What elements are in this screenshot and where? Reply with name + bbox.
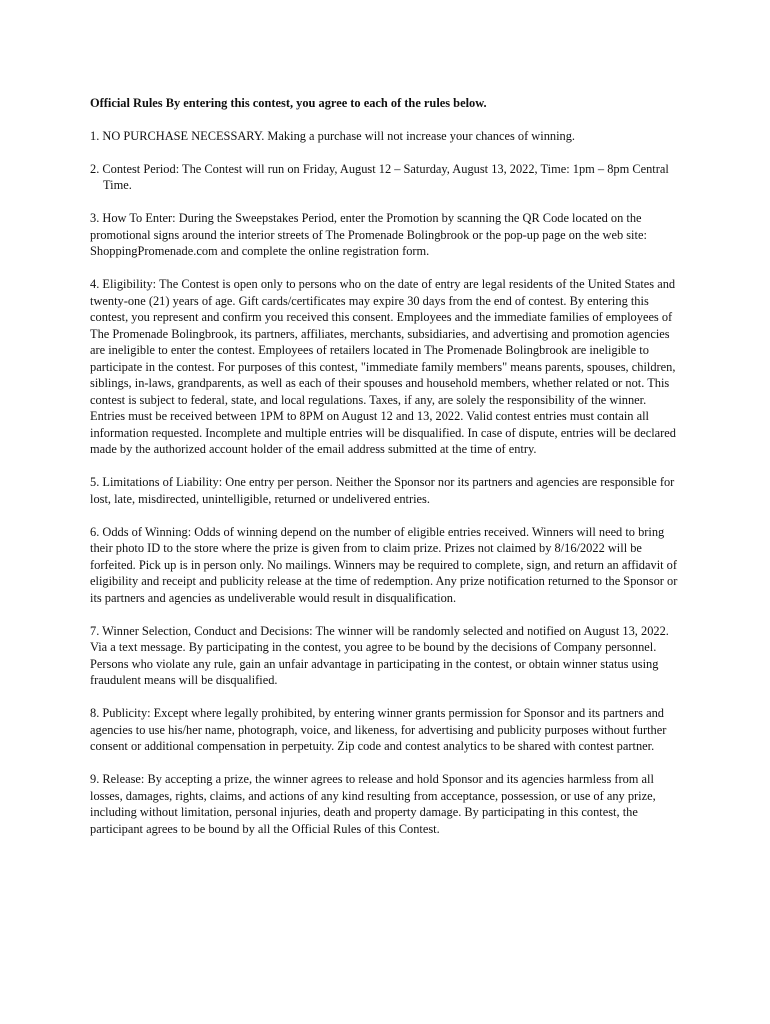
rule-3-how-to-enter: 3. How To Enter: During the Sweepstakes Period, enter the Promotion by scanning the QR Code located on the promotional signs around the interior streets of The Promenade Bolingbrook or the pop-up page on the web site: ShoppingPromenade.com and complete the online registration form. bbox=[90, 211, 647, 258]
rule-1-no-purchase: 1. NO PURCHASE NECESSARY. Making a purchase will not increase your chances of winning. bbox=[90, 128, 576, 143]
rule-7-winner-selection: 7. Winner Selection, Conduct and Decisions: The winner will be randomly selected and notified on August 13, 2022. Via a text message. By participating in the contest, you agree to be bound by the decisions of Company personnel. Persons who violate any rule, gain an unfair advantage in participating in the contest, or obtain winner status using fraudulent means will be disqualified. bbox=[90, 623, 669, 687]
rule-8-publicity: 8. Publicity: Except where legally prohibited, by entering winner grants permission for Sponsor and its partners and agencies to use his/her name, photograph, voice, and likeness, for advertising and publicity purposes without further consent or additional compensation in perpetuity. Zip code and contest analytics to be shared with contest partner. bbox=[90, 706, 667, 753]
rule-6-odds-of-winning: 6. Odds of Winning: Odds of winning depend on the number of eligible entries received. Winners will need to bring their photo ID to the store where the prize is given from to claim prize. Prizes not claimed by 8/16/2022 will be forfeited. Pick up is in person only. No mailings. Winners may be required to complete, sign, and return an affidavit of eligibility and receipt and publicity release at the time of redemption. Any prize notification returned to the Sponsor or its partners and agencies as undeliverable would result in disqualification. bbox=[90, 524, 678, 605]
rule-5-limitations-of-liability: 5. Limitations of Liability: One entry per person. Neither the Sponsor nor its partners and agencies are responsible for lost, late, misdirected, unintelligible, returned or undelivered entries. bbox=[90, 475, 675, 506]
document-title: Official Rules By entering this contest, you agree to each of the rules below. bbox=[90, 96, 487, 110]
document-body bbox=[90, 95, 680, 854]
rule-2-contest-period: 2. Contest Period: The Contest will run on Friday, August 12 – Saturday, August 13, 2022, Time: 1pm – 8pm Central Time. bbox=[90, 161, 669, 192]
rule-9-release: 9. Release: By accepting a prize, the winner agrees to release and hold Sponsor and its agencies harmless from all losses, damages, rights, claims, and actions of any kind resulting from acceptance, possession, or use of any prize, including without limitation, personal injuries, death and property damage. By participating in this contest, the participant agrees to be bound by all the Official Rules of this Contest. bbox=[90, 772, 656, 836]
rule-4-eligibility: 4. Eligibility: The Contest is open only to persons who on the date of entry are legal residents of the United States and twenty-one (21) years of age. Gift cards/certificates may expire 30 days from the end of contest. By entering this contest, you represent and confirm you received this consent. Employees and the immediate families of employees of The Promenade Bolingbrook, its partners, affiliates, merchants, subsidiaries, and advertising and promotion agencies are ineligible to enter the contest. Employees of retailers located in The Promenade Bolingbrook are ineligible to participate in the contest. For purposes of this contest, "immediate family members" means parents, spouses, children, siblings, in-laws, grandparents, as well as each of their spouses and household members, whether related or not. This contest is subject to federal, state, and local regulations. Taxes, if any, are solely the responsibility of the winner. Entries must be received between 1PM to 8PM on August 12 and 13, 2022. Valid contest entries must contain all information requested. Incomplete and multiple entries will be disqualified. In case of dispute, entries will be declared made by the authorized account holder of the email address submitted at the time of entry. bbox=[90, 277, 676, 456]
